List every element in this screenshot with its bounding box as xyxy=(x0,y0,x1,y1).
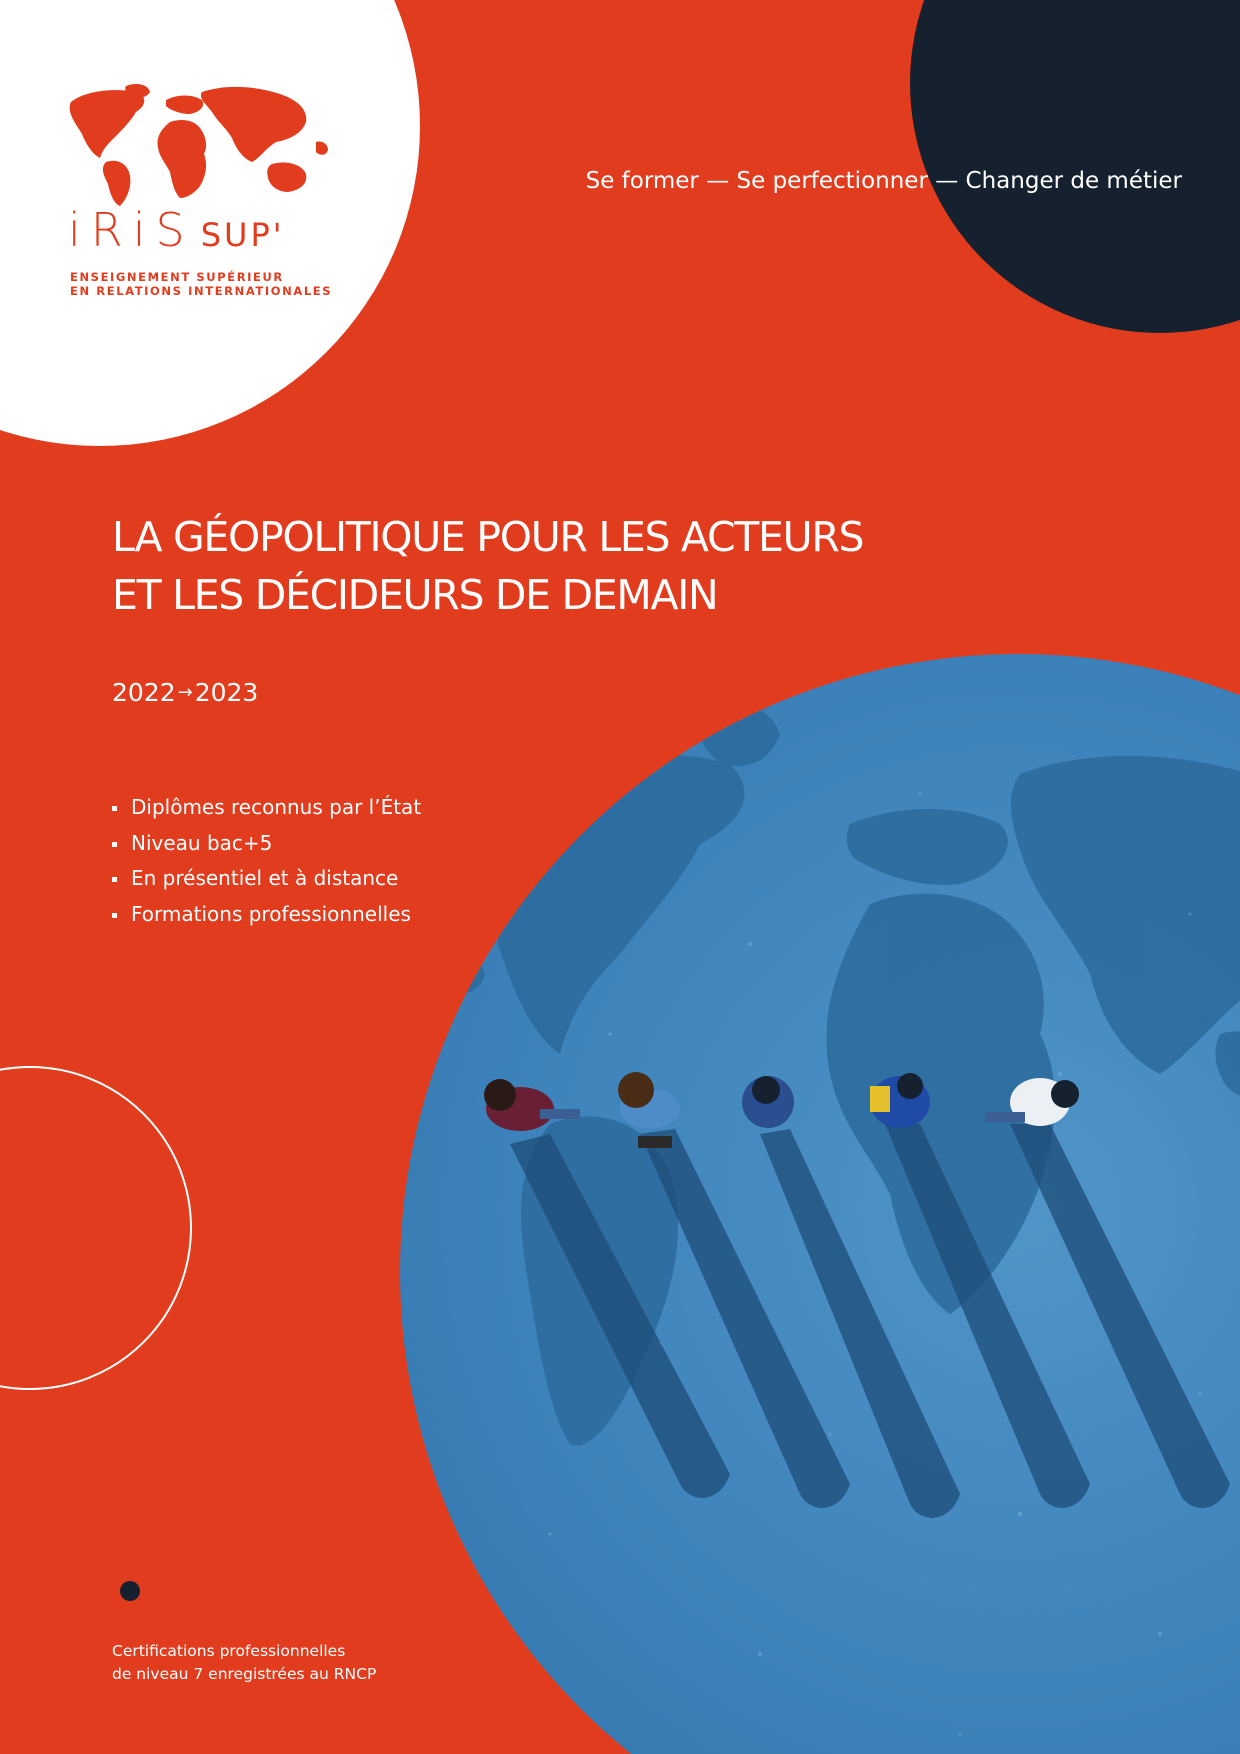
list-item: Diplômes reconnus par l’État xyxy=(112,790,421,826)
iris-sup-logo xyxy=(66,82,356,302)
list-item: Niveau bac+5 xyxy=(112,826,421,862)
logo-wordmark xyxy=(68,203,285,257)
academic-years xyxy=(112,678,258,707)
arrow-right-icon: → xyxy=(177,682,193,703)
logo-subtitle-line1: ENSEIGNEMENT SUPÉRIEUR xyxy=(70,270,284,284)
logo-wordmark-iris: iRiS xyxy=(68,203,195,257)
list-item: En présentiel et à distance xyxy=(112,861,421,897)
logo-wordmark-sup: SUP' xyxy=(200,216,285,254)
certification-note-line2: de niveau 7 enregistrées au RNCP xyxy=(112,1665,377,1683)
feature-list xyxy=(112,790,421,932)
outline-circle-decoration xyxy=(0,1066,192,1390)
walker-3 xyxy=(742,1076,794,1128)
world-map-photo-art xyxy=(400,654,1240,1754)
navy-circle-decoration xyxy=(910,0,1240,333)
navy-dot-decoration xyxy=(120,1581,140,1601)
list-item: Formations professionnelles xyxy=(112,897,421,933)
logo-subtitle-line2: EN RELATIONS INTERNATIONALES xyxy=(70,284,333,298)
page-title xyxy=(112,508,863,624)
year-start: 2022 xyxy=(112,678,176,707)
world-map-icon xyxy=(66,82,346,212)
certification-note-line1: Certifications professionnelles xyxy=(112,1642,346,1660)
world-map-photo xyxy=(400,654,1240,1754)
page-title-line1: LA GÉOPOLITIQUE POUR LES ACTEURS xyxy=(112,513,864,561)
page-title-line2: ET LES DÉCIDEURS DE DEMAIN xyxy=(112,571,718,619)
certification-note xyxy=(112,1640,376,1686)
year-end: 2023 xyxy=(194,678,259,707)
tagline: Se former — Se perfectionner — Changer de métier xyxy=(585,168,1182,194)
